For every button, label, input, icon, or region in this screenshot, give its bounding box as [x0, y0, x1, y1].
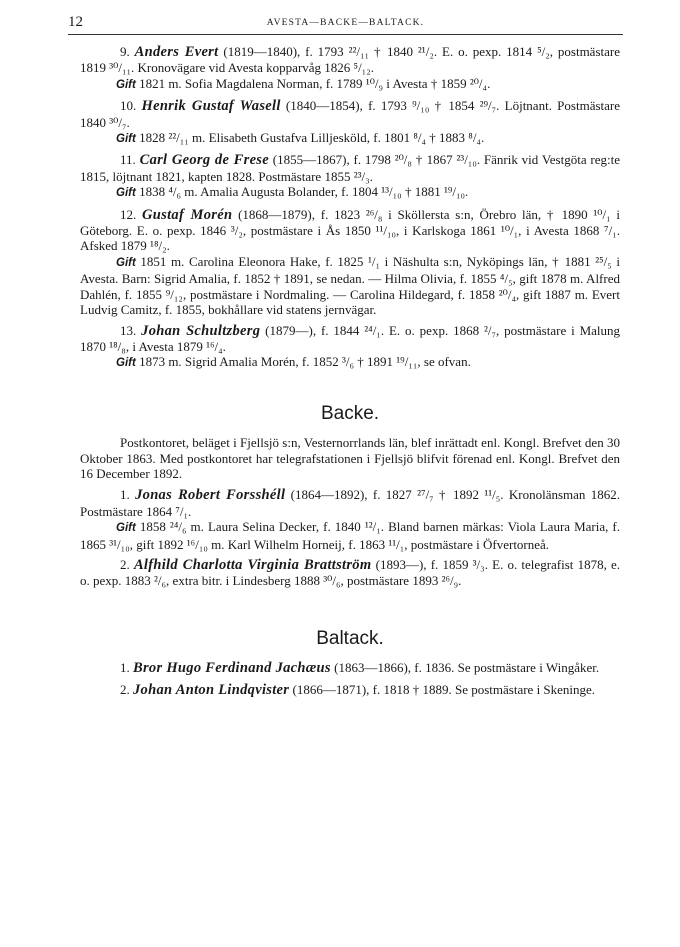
section-intro-backe: Postkontoret, beläget i Fjellsjö s:n, Vesternorrlands län, blef inrättadt enl. Kongl. Brefvet den 30 Oktober 1863. Med postkontoret har telegrafstationen i Fjellsjö blifvit förenad enl. Kongl. Brefvet den 16 December 1892. [80, 435, 620, 481]
entry-text: (1863—1866), f. 1836. Se postmästare i Wingåker. [334, 660, 600, 676]
person-name: Bror Hugo Ferdinand Jachæus [133, 660, 331, 677]
entry-number: 12. [120, 206, 137, 222]
entry-number: 9. [120, 44, 130, 59]
entry-number: 1. [120, 487, 130, 503]
entry-backe-1 [80, 487, 620, 552]
gift-label: Gift [116, 187, 136, 200]
person-name: Alfhild Charlotta Virginia Brattström [133, 556, 372, 573]
entry-avesta-12 [80, 207, 620, 318]
person-name: Gustaf Morén [142, 206, 233, 223]
gift-text: 1821 m. Sofia Magdalena Norman, f. 1789 ¹⁰/₉ i Avesta † 1859 ²⁰/₄. [139, 75, 491, 91]
gift-text: 1851 m. Carolina Eleonora Hake, f. 1825 ¹/₁ i Näshulta s:n, Nyköpings län, † 1881 ²⁵/₅ i Avesta. Barn: Sigrid Amalia, f. 1852 † 1891, se nedan. — Hilma Olivia, f. 1855 ⁴/₅, gift 1878 m. Alfred Dahlén, f. 1855 ⁹/₁₂, postmästare i Nordmaling. — Carolina Hildegard, f. 1858 ²⁰/₄, gift 1887 m. Evert Ludvig Camitz, f. 1855, bokhållare vid statens jernvägar. [80, 253, 620, 318]
entry-avesta-11 [80, 152, 620, 201]
entry-avesta-13 [80, 323, 620, 372]
entry-text: (1868—1879), f. 1823 ²⁶/₈ i Sköllersta s:n, Örebro län, † 1890 ¹⁰/₁ i Göteborg. E. o. pexp. 1846 ³/₂, postmästare i Ås 1850 ¹¹/₁₀, i Karlskoga 1861 ¹⁰/₁, i Avesta 1868 ⁷/₁. Afsked 1879 ¹⁸/₂. [80, 206, 621, 254]
entry-text: (1864—1892), f. 1827 ²⁷/₇ † 1892 ¹¹/₅. Kronolänsman 1862. Postmästare 1864 ⁷/₁. [80, 487, 620, 519]
gift-label: Gift [116, 256, 136, 269]
entry-number: 11. [120, 152, 136, 168]
gift-text: 1838 ⁴/₆ m. Amalia Augusta Bolander, f. 1804 ¹³/₁₀ † 1881 ¹⁹/₁₀. [139, 184, 469, 200]
entry-baltack-2 [80, 682, 620, 698]
page-header [68, 14, 623, 35]
section-heading-backe: Backe. [320, 402, 380, 424]
entry-text: (1840—1854), f. 1793 ⁹/₁₀ † 1854 ²⁹/₇. Löjtnant. Postmästare 1840 ³⁰/₇. [80, 98, 621, 130]
entry-number: 13. [120, 322, 137, 338]
entry-text: (1855—1867), f. 1798 ²⁰/₈ † 1867 ²³/₁₀. Fänrik vid Vestgöta reg:te 1815, löjtnant 1821, kapten 1828. Postmästare 1855 ²³/₃. [80, 152, 621, 184]
entry-avesta-10 [80, 98, 620, 147]
gift-label: Gift [116, 78, 136, 91]
entry-text: (1893—), f. 1859 ³/₃. E. o. telegrafist 1878, e. o. pexp. 1883 ²/₆, extra bitr. i Lindesberg 1888 ³⁰/₆, postmästare 1893 ²⁶/₉. [80, 556, 621, 589]
entry-number: 10. [120, 98, 137, 114]
entry-number: 1. [120, 660, 130, 676]
entry-backe-2 [80, 557, 620, 589]
entry-text: (1866—1871), f. 1818 † 1889. Se postmästare i Skeninge. [292, 681, 596, 697]
entry-number: 2. [120, 681, 130, 697]
entry-text: (1819—1840), f. 1793 ²²/₁₁ † 1840 ²¹/₂. E. o. pexp. 1814 ⁵/₂, postmästare 1819 ³⁰/₁₁. Kronovägare vid Avesta kopparvåg 1826 ⁵/₁₂. [80, 44, 620, 76]
person-name: Anders Evert [134, 44, 219, 60]
entry-number: 2. [120, 556, 130, 572]
gift-text: 1828 ²²/₁₁ m. Elisabeth Gustafva Lilljesköld, f. 1801 ⁸/₄ † 1883 ⁸/₄. [139, 130, 485, 146]
running-title: AVESTA—BACKE—BALTACK. [266, 18, 425, 28]
person-name: Johan Anton Lindqvister [133, 681, 290, 698]
gift-label: Gift [116, 357, 136, 370]
entry-baltack-1 [80, 660, 620, 676]
section-heading-baltack: Baltack. [316, 627, 384, 649]
gift-text: 1873 m. Sigrid Amalia Morén, f. 1852 ³/₆ † 1891 ¹⁹/₁₁, se ofvan. [139, 354, 471, 370]
page-body [80, 44, 620, 703]
entry-text: (1879—), f. 1844 ²⁴/₁. E. o. pexp. 1868 ²/₇, postmästare i Malung 1870 ¹⁸/₈, i Avesta 1879 ¹⁶/₄. [80, 322, 621, 354]
gift-text: 1858 ²⁴/₆ m. Laura Selina Decker, f. 1840 ¹²/₁. Bland barnen märkas: Viola Laura Maria, f. 1865 ³¹/₁₀, gift 1892 ¹⁶/₁₀ m. Karl Wilhelm Horneij, f. 1863 ¹¹/₁, postmästare i Öfvertorneå. [80, 519, 621, 552]
gift-label: Gift [116, 133, 136, 146]
person-name: Jonas Robert Forsshéll [135, 487, 286, 504]
page-number: 12 [68, 14, 83, 30]
person-name: Carl Georg de Frese [139, 152, 269, 169]
gift-label: Gift [116, 522, 136, 535]
person-name: Henrik Gustaf Wasell [141, 98, 281, 115]
entry-avesta-9 [80, 44, 620, 93]
person-name: Johan Schultzberg [141, 322, 261, 339]
